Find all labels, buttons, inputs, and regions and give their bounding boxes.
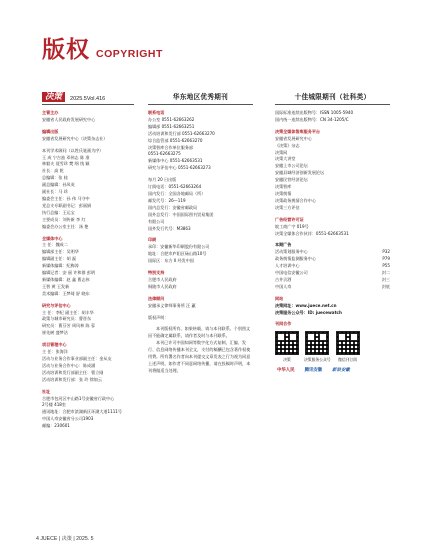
section-heading: 法律顾问 bbox=[148, 295, 165, 301]
ad-index-page: P32 bbox=[382, 249, 390, 255]
info-line: 合肥市人民政府 bbox=[148, 276, 177, 282]
info-line: 决策智库合作单位服务部 bbox=[148, 144, 194, 150]
platform-item: 安徽县域经济创新发展论坛 bbox=[275, 170, 325, 176]
qr-service[interactable]: 决策服务公众号 bbox=[304, 331, 331, 364]
info-line: 活动与业务合作事业部副主任：金从友 bbox=[42, 356, 112, 361]
column-head-east-china: 华东地区优秀期刊 bbox=[148, 92, 253, 105]
platform-item: 决策舆情 bbox=[275, 190, 292, 196]
info-line: 合肥市包河区中山路1号安徽省行政中心 bbox=[42, 395, 115, 401]
info-line: 活动培训和发行部：张 玲 徐如云 bbox=[42, 376, 102, 382]
info-line: 崔先树 盛梦洁 bbox=[42, 330, 68, 336]
copyright-paragraph: 本刊已许可中国知网等数字化方式复制，汇编、发行、信息网络传播本刊全文，支付的稿酬已包含著作权使用费。所有署名作者向本刊提交文章发表之行为视为同意上述声明。如作者不同意网络传播，请在投稿时声明，本刊将做适当处理。 bbox=[148, 340, 251, 373]
ad-index-page: P55 bbox=[382, 263, 390, 269]
ad-license-heading: 广告经营许可证 bbox=[275, 216, 304, 222]
ad-index-name: 中国人寿 bbox=[275, 283, 292, 289]
info-line: 编辑副主任：胡 磊 bbox=[42, 256, 77, 262]
info-line: 安徽省发展研究中心（决策杂志社） bbox=[42, 135, 108, 141]
platform-list bbox=[275, 136, 390, 212]
info-line: 主 任：魏成二 bbox=[42, 242, 68, 248]
contact-list bbox=[148, 110, 253, 375]
info-line: 研究员：曹芬芳 周风林 陈 蓉 bbox=[42, 323, 96, 329]
info-line: 每月 20 日出版 bbox=[148, 177, 177, 183]
info-line: 王 成 宁吉喆 邓伟志 陈 准 bbox=[42, 154, 90, 160]
info-line: 安徽省人民政府发展研究中心 bbox=[42, 116, 96, 122]
info-line: 活动培训和发行部 0551-62663270 bbox=[148, 130, 215, 136]
info-line: 编委会办公室主任：汤 艳 bbox=[42, 223, 89, 229]
info-line: 邮发代号：26—119 bbox=[148, 197, 186, 203]
page-title bbox=[42, 38, 163, 61]
info-line: 铜陵市人民政府 bbox=[148, 283, 177, 289]
info-line: 新媒体编辑：赵 鑫 曹志伟 bbox=[42, 276, 90, 282]
info-line: 综合监管部 0551-62663270 bbox=[148, 137, 203, 143]
column-staff bbox=[42, 92, 134, 430]
page-title-en: COPYRIGHT bbox=[96, 48, 163, 60]
info-line: 地址：合肥市庐阳区砀山路10号 bbox=[148, 251, 207, 257]
info-line: 副社长：马 珍 bbox=[42, 189, 68, 195]
info-line: 新媒体中心 0551-62663531 bbox=[148, 158, 203, 164]
ad-index-name: 人才培训中心 bbox=[275, 263, 300, 269]
info-line: 主 任：李纪 副主任：胡丰华 bbox=[42, 309, 94, 315]
qr-subscribe[interactable]: 微信刊订阅 bbox=[336, 331, 360, 364]
ad-index-row bbox=[275, 270, 390, 277]
wechat-account: 决策服务公众号：ID: juecewatch bbox=[275, 309, 342, 315]
info-line: 新媒体编辑：纪梅涛 bbox=[42, 263, 79, 269]
staff-list bbox=[42, 110, 134, 430]
platform-item: 安徽民营经济论坛 bbox=[275, 177, 308, 183]
section-heading: 特别支持 bbox=[148, 270, 165, 276]
info-line: 党总支专职副书记：彭丽娟 bbox=[42, 202, 92, 208]
qr-codes bbox=[275, 331, 390, 364]
partner-logo-1: 中华人民 bbox=[277, 368, 295, 374]
section-heading: 全媒体中心 bbox=[42, 235, 63, 241]
ad-partner-line: 决策全媒体合作伙伴：0551-62663531 bbox=[275, 230, 349, 236]
section-heading: 联系电话 bbox=[148, 110, 165, 115]
ad-index-list bbox=[275, 249, 390, 290]
info-line: 活动培训和发行部副主任：曹立刚 bbox=[42, 369, 104, 375]
qr-juece[interactable]: 决策 bbox=[275, 331, 299, 364]
column-info bbox=[275, 92, 390, 376]
info-line: 办公室 0551-62663262 bbox=[148, 116, 195, 122]
qr-code-icon bbox=[336, 331, 360, 355]
info-line: 主要成员：刘传新 李 红 bbox=[42, 216, 86, 222]
info-line: 王智 黄 王发新 bbox=[42, 283, 70, 289]
platform-item: 决策网 bbox=[275, 149, 288, 155]
website-url[interactable]: 决策网址：www.juece.net.cn bbox=[275, 302, 337, 308]
info-line: 编委会主任：孙 伟 马守中 bbox=[42, 195, 90, 201]
info-line: 活动与业务合作中心：陈成涵 bbox=[42, 362, 96, 368]
partner-logo-sina: 新浪安徽 bbox=[332, 368, 350, 374]
info-line: 编辑部主任：吴明华 bbox=[42, 249, 79, 255]
ad-license-line: 皖工商广字 019号 bbox=[275, 223, 309, 229]
qr-code-icon bbox=[275, 331, 299, 355]
platform-item: 决策三方评估 bbox=[275, 204, 300, 210]
juece-logo: 决策 bbox=[42, 92, 65, 102]
page-title-cn: 版权 bbox=[42, 36, 90, 63]
info-line: 本刊学术顾问（以姓氏笔画为序） bbox=[42, 147, 104, 153]
info-line: 版权声明： bbox=[148, 314, 169, 320]
info-line: 林毅夫 聂雪珍 樊 纲 钱 颖 bbox=[42, 161, 90, 167]
column-head-top-ten: 十佳城限期刊（社科类） bbox=[275, 92, 390, 105]
info-line: 有限公司 bbox=[148, 218, 165, 224]
info-line: 国外总发行：中国国际图书贸易集团 bbox=[148, 211, 214, 217]
platform-item: 决策大讲堂 bbox=[275, 156, 296, 162]
ad-index-page: 封二 bbox=[381, 270, 390, 276]
ad-index-name: 活动策划服务中心 bbox=[275, 249, 308, 255]
ad-index-heading: 本期广告 bbox=[275, 242, 292, 248]
section-heading: 项目管理中心 bbox=[42, 342, 67, 348]
section-heading: 社址 bbox=[42, 388, 51, 394]
section-heading: 主管主办 bbox=[42, 110, 59, 115]
ad-index-name: 中国电信安徽公司 bbox=[275, 270, 308, 276]
ad-index-page: 封底 bbox=[381, 283, 390, 289]
info-line: 社长：高 乾 bbox=[42, 168, 64, 174]
info-line: 执行总编：王运宝 bbox=[42, 209, 75, 215]
cn-line: 国内统一连续出版物号：CN 34-1205/C bbox=[275, 116, 349, 122]
info-line: 0551-62663275 bbox=[148, 151, 181, 157]
partner-logos bbox=[275, 367, 390, 376]
section-heading: 编辑出版 bbox=[42, 128, 59, 134]
platform-item: 决策智库 bbox=[275, 184, 292, 190]
info-line: 国内总发行：安徽省邮政局 bbox=[148, 204, 198, 210]
ad-index-row bbox=[275, 263, 390, 270]
info-line: 中国人寿安徽省分公司1903 bbox=[42, 416, 94, 422]
info-line: 研究与评估中心 0551-62663273 bbox=[148, 165, 211, 171]
info-line: 副总编辑：孙凤英 bbox=[42, 182, 75, 188]
partner-logo-tencent: 腾讯安徽 bbox=[304, 368, 323, 374]
ad-index-row bbox=[275, 284, 390, 291]
info-line: 编辑部 0551-62663251 bbox=[148, 123, 195, 129]
platform-item: 《决策》杂志 bbox=[275, 142, 300, 148]
issn-line: 国际标准连续出版物号：ISSN 1005-5940 bbox=[275, 110, 354, 115]
partners-heading: 刊网合作 bbox=[275, 321, 292, 327]
website-heading: 网站 bbox=[275, 295, 284, 301]
ad-index-name: 古井贡酒 bbox=[275, 276, 292, 282]
masthead bbox=[42, 92, 134, 105]
page-footer: 4 JUECE | 决策 | 2025. 5 bbox=[36, 536, 94, 542]
qr-code-icon bbox=[305, 331, 329, 355]
info-line: 美术编辑：王梦琦 舒 晓东 bbox=[42, 290, 90, 296]
info-line: 主 任：张海洋 bbox=[42, 349, 68, 355]
info-line: 通讯地址：合肥市滨湖新区环湖大道1111号 bbox=[42, 409, 123, 415]
info-line: 2号楼 418室 bbox=[42, 402, 67, 408]
info-line: 编辑记者：安 丽 许和群 彭明 bbox=[42, 270, 96, 276]
info-line: 邮编：230601 bbox=[42, 423, 70, 429]
ad-index-page: P79 bbox=[382, 256, 390, 262]
ad-index-row bbox=[275, 277, 390, 284]
info-line: 安徽承义律师事务所 汪 蕙 bbox=[148, 302, 196, 308]
info-line: 政策与城市研究员：曹晋东 bbox=[42, 316, 92, 322]
issue-number: 2025.5Vol.416 bbox=[70, 96, 106, 102]
info-line: 国际区：东方 II 经发中国 bbox=[148, 258, 194, 264]
ad-index-name: 政务舆情监测服务中心 bbox=[275, 256, 316, 262]
column-contact bbox=[148, 92, 253, 375]
info-line: 订阅电话：0551-62663264 bbox=[148, 184, 202, 190]
info-line: 承印：安徽新华印刷股份有限公司 bbox=[148, 244, 210, 250]
section-heading: 印刷 bbox=[148, 237, 157, 243]
info-line: 国外发行代号：M3863 bbox=[148, 225, 191, 231]
platform-heading: 决策全媒体智库服务平台 bbox=[275, 128, 321, 134]
info-line: 总编辑：张 桂 bbox=[42, 175, 68, 181]
platform-item: 安徽省发展研究中心 bbox=[275, 135, 312, 141]
platform-item: 决策政务舆情合作中心 bbox=[275, 197, 316, 203]
info-line: 国内发行：全国各地邮局（所） bbox=[148, 190, 206, 196]
section-heading: 研究与评估中心 bbox=[42, 302, 71, 308]
copyright-paragraph: 本刊版权所有。如果转载、请与本刊联系。个别图文因不能确定属联系，请作者及时与本刊联系。 bbox=[148, 326, 251, 339]
platform-item: 安徽上市公司论坛 bbox=[275, 163, 308, 169]
ad-index-page: 封三 bbox=[381, 276, 390, 282]
